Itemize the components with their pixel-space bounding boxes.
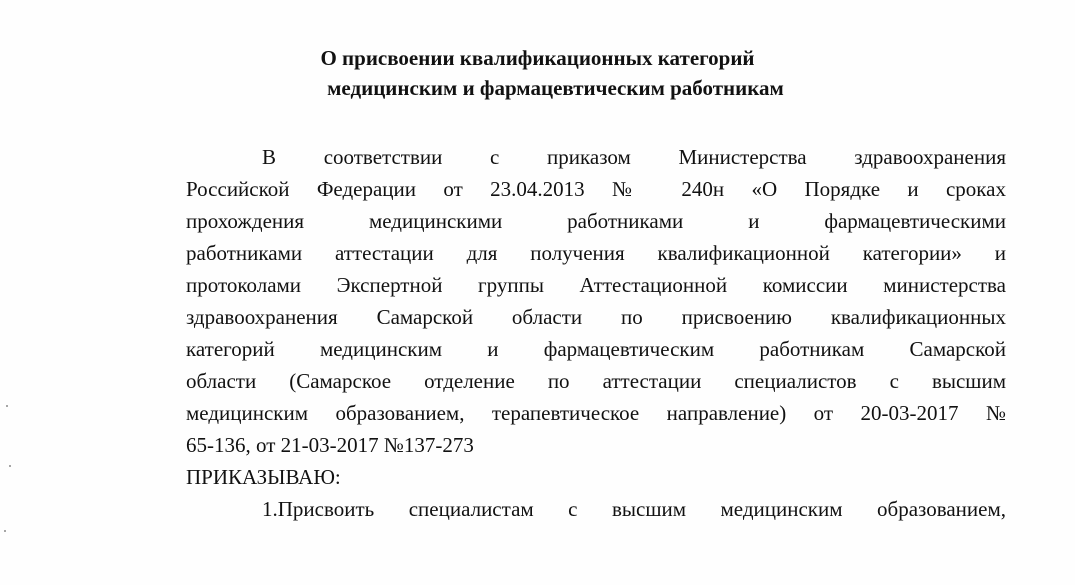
document-title-line: О присвоении квалификационных категорий (320, 46, 755, 70)
document-body (186, 141, 1006, 525)
order-word: ПРИКАЗЫВАЮ: (186, 465, 341, 489)
document-title-line: медицинским и фармацевтическим работникам (327, 76, 784, 100)
preamble-line: категорий медицинским и фармацевтическим работникам Самарской (186, 337, 1006, 361)
preamble-line: 65-136, от 21-03-2017 №137-273 (186, 433, 474, 457)
scan-speck (9, 465, 11, 467)
scan-speck (4, 530, 6, 532)
preamble-line: области (Самарское отделение по аттестации специалистов с высшим (186, 369, 1006, 393)
scan-speck (6, 405, 8, 407)
preamble-line: здравоохранения Самарской области по присвоению квалификационных (186, 305, 1006, 329)
order-item-1: 1.Присвоить специалистам с высшим медицинским образованием, (262, 497, 1006, 521)
preamble-line: Российской Федерации от 23.04.2013 № 240н «О Порядке и сроках (186, 177, 1006, 201)
preamble-line: прохождения медицинскими работниками и фармацевтическими (186, 209, 1006, 233)
preamble-line: протоколами Экспертной группы Аттестационной комиссии министерства (186, 273, 1006, 297)
preamble-line: работниками аттестации для получения квалификационной категории» и (186, 241, 1006, 265)
preamble-line: медицинским образованием, терапевтическое направление) от 20-03-2017 № (186, 401, 1006, 425)
preamble-line: В соответствии с приказом Министерства здравоохранения (262, 145, 1006, 169)
